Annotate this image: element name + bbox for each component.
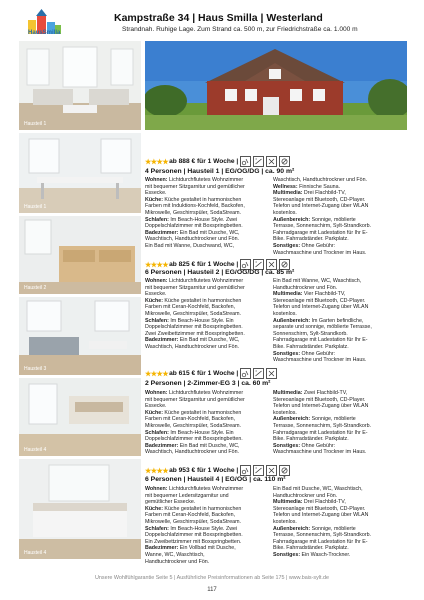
- description-text: Küche gestaltet in harmonischen Farben mit Ceran-Kochfeld, Backofen, Mikrowelle, Geschirrspüler, SodaStream.: [145, 505, 242, 525]
- description-paragraph: [145, 526, 247, 546]
- description-paragraph: [273, 278, 375, 291]
- description-label: Küche:: [145, 505, 163, 512]
- no-smoking-icon: [253, 156, 264, 167]
- unit-description-left: [145, 177, 247, 250]
- description-text: Küche gestaltet in harmonischen Farben mit Induktions-Kochfeld, Backofen, Mikrowelle, Geschirrspüler, SodaStream.: [145, 196, 245, 216]
- unit-description-right: [273, 486, 375, 559]
- unit-title: 6 Personen | Hausteil 4 | EG/OG | ca. 110 m²: [145, 476, 286, 483]
- unit-price: ab 825 € für 1 Woche |: [169, 261, 239, 268]
- description-paragraph: [145, 506, 247, 526]
- no-smoking-icon: [253, 368, 264, 379]
- description-label: Küche:: [145, 196, 163, 203]
- photo-label: Hausteil 1: [24, 204, 47, 210]
- no-dogs-icon: [266, 156, 277, 167]
- description-text: Vier Flachbild-TV, Stereoanlage mit Bluetooth, CD-Player. Telefon und Internet-Zugang über WLAN kostenlos.: [273, 291, 369, 317]
- description-paragraph: [273, 552, 375, 559]
- photo-label: Hausteil 4: [24, 550, 47, 556]
- footer-text: Unsere Wohlfühlgarantie Seite 5 | Ausführliche Preisinformationen ab Seite 175 | www.bais-sylt.de: [94, 575, 330, 581]
- unit-price: ab 888 € für 1 Woche |: [169, 158, 239, 165]
- unit-title: 4 Personen | Hausteil 1 | EG/OG/DG | ca. 90 m²: [145, 168, 295, 175]
- description-label: Schlafen:: [145, 429, 169, 436]
- hausteil-3-photo: [19, 297, 141, 375]
- unit-price-row: [145, 156, 290, 167]
- description-label: Multimedia:: [273, 390, 303, 396]
- description-label: Wellness:: [273, 183, 298, 190]
- description-text: Waschtisch, Handtuchtrockner und Fön.: [273, 177, 368, 183]
- rating-stars: ★★★★: [145, 158, 169, 166]
- description-label: Schlafen:: [145, 525, 169, 532]
- description-text: Im Beach-House Style. Ein Doppelschlafzimmer mit Boxspringbetten.: [145, 429, 243, 443]
- description-text: Ein Bad mit Dusche, WC, Waschtisch, Handtuchtrockner und Fön.: [145, 337, 240, 350]
- rating-stars: ★★★★: [145, 467, 169, 475]
- description-label: Wohnen:: [145, 486, 168, 492]
- description-paragraph: [273, 443, 375, 456]
- description-paragraph: [145, 230, 247, 250]
- hausteil-2-photo: [19, 216, 141, 294]
- description-label: Wohnen:: [145, 177, 168, 183]
- description-text: Lichtdurchflutetes Wohnzimmer mit bequemer Sitzgarnitur und gemütlicher Essecke.: [145, 177, 245, 197]
- description-text: Lichtdurchflutetes Wohnzimmer mit bequemer Sitzgarnitur und gemütlicher Essecke.: [145, 278, 245, 298]
- description-label: Wohnen:: [145, 278, 168, 284]
- unit-description-left: [145, 486, 247, 565]
- description-text: Sonnige, möblierte Terrasse, Sonnenschirm, Sylt-Strandkorb. Fahrradgarage mit Ladestation für Ihr E-Bike. Fahrradständer. Parkplatz.: [273, 416, 372, 443]
- description-label: Sonstiges:: [273, 442, 301, 449]
- no-pets-icon: [240, 368, 251, 379]
- description-paragraph: [145, 545, 247, 565]
- description-label: Außenbereich:: [273, 525, 311, 532]
- no-pets-icon: [240, 465, 251, 476]
- description-paragraph: [145, 278, 247, 298]
- description-label: Sonstiges:: [273, 350, 301, 357]
- description-label: Badezimmer:: [145, 337, 179, 344]
- description-label: Schlafen:: [145, 317, 169, 324]
- description-label: Multimedia:: [273, 499, 303, 506]
- description-text: Lichtdurchflutetes Wohnzimmer mit bequemer Ledersitzgarnitur und gemütlicher Essecke.: [145, 486, 244, 506]
- description-text: Küche gestaltet in harmonischen Farben mit Ceran-Kochfeld, Backofen, Mikrowelle, Geschirrspüler, SodaStream.: [145, 297, 242, 317]
- description-label: Badezimmer:: [145, 545, 179, 552]
- description-paragraph: [145, 298, 247, 318]
- description-text: Sonnige, möblierte Terrasse, Sonnenschirm, Sylt-Strandkorb. Fahrradgarage mit Ladestation für Ihr E-Bike. Fahrradständer. Parkplatz.: [273, 525, 372, 552]
- description-paragraph: [273, 318, 375, 351]
- description-text: Sonnige, möblierte Terrasse, Sonnenschirm, Sylt-Strandkorb. Fahrradgarage mit Ladestation für Ihr E-Bike. Fahrradständer. Parkplatz.: [273, 216, 372, 243]
- house-exterior-photo: [145, 41, 407, 130]
- unit-price: ab 953 € für 1 Woche |: [169, 467, 239, 474]
- description-paragraph: [273, 184, 375, 191]
- page-title: Kampstraße 34 | Haus Smilla | Westerland: [114, 12, 323, 24]
- description-label: Badezimmer:: [145, 229, 179, 236]
- no-smoking-icon: [253, 465, 264, 476]
- rating-stars: ★★★★: [145, 261, 169, 269]
- no-dogs-icon: [266, 368, 277, 379]
- description-text: Küche gestaltet in harmonischen Farben mit Ceran-Kochfeld, Backofen, Mikrowelle, Geschirrspüler, SodaStream.: [145, 409, 242, 429]
- description-paragraph: [145, 337, 247, 350]
- no-animals-icon: [279, 465, 290, 476]
- description-text: Ohne Gebühr: Waschmaschine und Trockner im Haus.: [273, 442, 367, 456]
- unit-price: ab 615 € für 1 Woche |: [169, 370, 239, 377]
- page-subtitle: Strandnah. Ruhige Lage. Zum Strand ca. 500 m, zur Friedrichstraße ca. 1.000 m: [122, 26, 358, 33]
- description-label: Multimedia:: [273, 190, 303, 197]
- photo-label: Hausteil 1: [24, 121, 47, 127]
- living-room-photo: [19, 41, 141, 130]
- description-paragraph: [145, 390, 247, 410]
- description-paragraph: [145, 486, 247, 506]
- description-label: Multimedia:: [273, 291, 303, 298]
- hausteil-4-photo-a: [19, 378, 141, 456]
- unit-description-right: [273, 390, 375, 456]
- unit-price-row: [145, 368, 277, 379]
- description-label: Küche:: [145, 297, 163, 304]
- rating-stars: ★★★★: [145, 370, 169, 378]
- description-text: Zwei Flachbild-TV, Stereoanlage mit Bluetooth, CD-Player. Telefon und Internet-Zugang über WLAN kostenlos.: [273, 390, 369, 416]
- description-paragraph: [145, 318, 247, 338]
- hausteil-1-photo: [19, 133, 141, 213]
- description-paragraph: [145, 217, 247, 230]
- description-text: Ein Vollbad mit Dusche, Wanne, WC, Waschtisch, Handtuchtrockner und Fön.: [145, 545, 236, 565]
- description-label: Küche:: [145, 409, 163, 416]
- description-paragraph: [273, 499, 375, 525]
- description-label: Außenbereich:: [273, 216, 311, 223]
- no-animals-icon: [279, 156, 290, 167]
- description-label: Badezimmer:: [145, 442, 179, 449]
- description-paragraph: [145, 177, 247, 197]
- description-paragraph: [145, 197, 247, 217]
- unit-description-left: [145, 278, 247, 351]
- unit-description-right: [273, 177, 375, 256]
- no-pets-icon: [240, 156, 251, 167]
- description-paragraph: [145, 443, 247, 456]
- description-text: Im Beach-House Style. Ein Doppelschlafzimmer mit Boxspringbetten. Zwei Zweibettzimmer mit Boxspringbetten.: [145, 317, 245, 337]
- description-paragraph: [273, 291, 375, 317]
- description-paragraph: [273, 177, 375, 184]
- description-paragraph: [273, 217, 375, 243]
- description-paragraph: [273, 243, 375, 256]
- page-number: 117: [207, 587, 217, 593]
- description-text: Ein Wasch-Trockner.: [300, 551, 351, 558]
- description-paragraph: [273, 526, 375, 552]
- description-label: Außenbereich:: [273, 416, 311, 423]
- photo-label: Hausteil 4: [24, 447, 47, 453]
- description-text: Im Beach-House Style. Zwei Doppelschlafzimmer mit Boxspringbetten. Ein Zweibettzimmer mit Boxspringbetten.: [145, 525, 243, 545]
- description-paragraph: [273, 190, 375, 216]
- description-paragraph: [273, 351, 375, 364]
- no-dogs-icon: [266, 465, 277, 476]
- unit-price-row: [145, 465, 290, 476]
- description-text: Im Garten befindliche, separate und sonnige, möblierte Terrasse, Sonnenschirm, Sylt-Strandkorb. Fahrradgarage mit Ladestation für Ihr E-Bike. Fahrradständer. Parkplatz.: [273, 317, 372, 350]
- description-text: Ein Bad mit Dusche, WC, Waschtisch, Handtuchtrockner und Fön. Ein Bad mit Wanne, Duschwand, WC,: [145, 229, 240, 249]
- logo-text: HausSmilla: [28, 30, 61, 36]
- unit-title: 2 Personen | 2-Zimmer-EG 3 | ca. 60 m²: [145, 380, 271, 387]
- unit-description-right: [273, 278, 375, 364]
- description-text: Ein Bad mit Dusche, WC, Waschtisch, Handtuchtrockner und Fön.: [145, 442, 240, 456]
- description-paragraph: [145, 410, 247, 430]
- description-label: Schlafen:: [145, 216, 169, 223]
- description-paragraph: [273, 390, 375, 416]
- description-text: Finnische Sauna.: [297, 183, 341, 190]
- description-text: Ohne Gebühr: Waschmaschine und Trockner im Haus.: [273, 350, 367, 364]
- description-label: Außenbereich:: [273, 317, 311, 324]
- description-text: Lichtdurchflutetes Wohnzimmer mit bequemer Sitzgarnitur und gemütlicher Essecke.: [145, 390, 245, 410]
- description-label: Sonstiges:: [273, 551, 301, 558]
- unit-description-left: [145, 390, 247, 456]
- description-text: Ohne Gebühr: Waschmaschine und Trockner im Haus.: [273, 242, 367, 256]
- description-text: Ein Bad mit Wanne, WC, Waschtisch, Handtuchtrockner und Fön.: [273, 278, 362, 291]
- photo-label: Hausteil 3: [24, 366, 47, 372]
- description-paragraph: [273, 486, 375, 499]
- hausteil-4-photo-b: [19, 459, 141, 559]
- description-text: Ein Bad mit Dusche, WC, Waschtisch, Handtuchtrockner und Fön.: [273, 486, 363, 499]
- description-paragraph: [273, 416, 375, 442]
- description-text: Drei Flachbild-TV, Stereoanlage mit Bluetooth, CD-Player. Telefon und Internet-Zugang über WLAN kostenlos.: [273, 190, 369, 216]
- description-text: Im Beach-House Style. Zwei Doppelschlafzimmer mit Boxspringbetten.: [145, 216, 243, 230]
- description-paragraph: [145, 430, 247, 443]
- unit-title: 6 Personen | Hausteil 2 | EG/OG/DG | ca. 85 m²: [145, 269, 295, 276]
- photo-label: Hausteil 2: [24, 285, 47, 291]
- description-label: Wohnen:: [145, 390, 168, 396]
- description-text: Drei Flachbild-TV, Stereoanlage mit Bluetooth, CD-Player. Telefon und Internet-Zugang über WLAN kostenlos.: [273, 499, 369, 525]
- description-label: Sonstiges:: [273, 242, 301, 249]
